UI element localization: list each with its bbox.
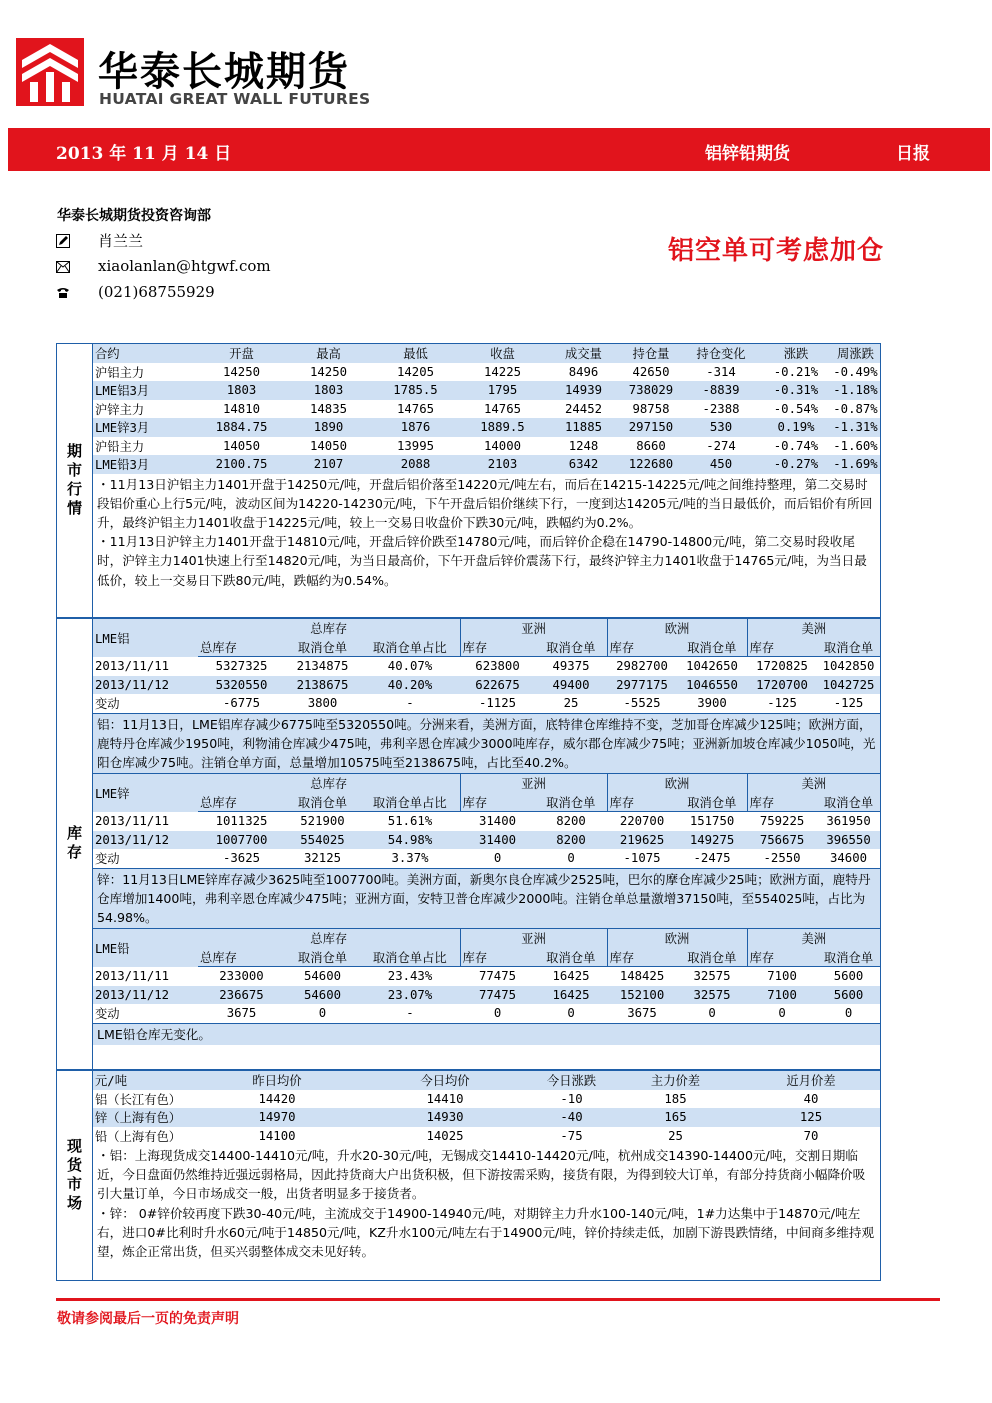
table-cell: 2977175 — [607, 676, 677, 695]
inventory-table — [93, 774, 880, 868]
table-cell: 5320550 — [198, 676, 285, 695]
column-header: 取消仓单 — [285, 638, 360, 657]
table-cell: -0.87% — [833, 401, 878, 416]
column-header: 库存 — [607, 948, 677, 967]
table-cell: 14930 — [356, 1108, 534, 1127]
table-cell: 361950 — [826, 814, 871, 829]
column-header: 取消仓单 — [285, 948, 360, 967]
table-cell: 151750 — [689, 814, 735, 829]
table-cell: 3.37% — [391, 851, 429, 866]
group-header-cell: 亚洲 — [460, 619, 607, 638]
table-cell: 8496 — [568, 364, 599, 379]
table-row — [93, 831, 880, 850]
author-name: 肖兰兰 — [98, 232, 144, 250]
futures-commentary — [93, 474, 880, 591]
row-label: 变动 — [95, 697, 120, 712]
table-cell: 623800 — [475, 659, 520, 674]
inventory-title: LME铝 — [93, 619, 198, 657]
table-row — [93, 1090, 880, 1109]
phone-row — [56, 283, 215, 301]
column-header: 取消仓单 — [817, 948, 880, 967]
table-row — [93, 1004, 880, 1023]
author-email[interactable]: xiaolanlan@htgwf.com — [98, 257, 271, 275]
spot-section — [56, 1070, 881, 1281]
table-cell: -125 — [833, 696, 864, 711]
table-cell: 40.07% — [387, 659, 433, 674]
column-header: 今日涨跌 — [534, 1071, 609, 1090]
company-logo — [16, 38, 84, 106]
column-header: 取消仓单 — [817, 793, 880, 812]
phone-icon — [56, 285, 70, 299]
table-cell: 2103 — [459, 455, 546, 474]
table-cell: 2134875 — [296, 659, 349, 674]
column-header: 取消仓单 — [535, 948, 607, 967]
table-cell: 98758 — [632, 401, 670, 416]
table-cell: 54600 — [285, 986, 360, 1005]
table-cell: 25 — [668, 1128, 683, 1143]
table-cell: 165 — [609, 1108, 742, 1127]
spot-table — [93, 1071, 880, 1145]
column-header: 今日均价 — [356, 1071, 534, 1090]
table-row — [93, 676, 880, 695]
table-row — [93, 986, 880, 1005]
table-cell: -125 — [767, 696, 797, 711]
column-header: 取消仓单 — [677, 793, 747, 812]
table-cell: 77475 — [479, 969, 517, 984]
table-cell: 6342 — [546, 455, 621, 474]
table-cell: 14000 — [483, 438, 522, 453]
table-cell: 7100 — [747, 986, 817, 1005]
futures-section — [56, 343, 881, 618]
inventory-side-label: 库存 — [57, 619, 93, 1069]
company-name-cn: 华泰长城期货 — [98, 49, 350, 95]
table-cell: 1720825 — [756, 659, 808, 674]
table-cell: 16425 — [552, 969, 590, 984]
column-header: 取消仓单 — [285, 793, 360, 812]
table-cell: 42650 — [632, 364, 670, 379]
author-row — [56, 230, 143, 251]
column-header: 开盘 — [198, 344, 285, 363]
group-header-cell: 总库存 — [198, 774, 460, 793]
table-cell: 40 — [803, 1091, 819, 1106]
table-cell: -314 — [706, 364, 736, 379]
table-cell: 1889.5 — [459, 418, 546, 437]
column-header: 主力价差 — [609, 1071, 742, 1090]
table-cell: 8660 — [636, 438, 666, 453]
mail-icon — [56, 259, 70, 273]
row-label: 变动 — [95, 1007, 120, 1022]
futures-table — [93, 344, 880, 474]
table-row — [93, 437, 880, 456]
group-header-cell: 亚洲 — [460, 774, 607, 793]
table-cell: 1890 — [285, 418, 372, 437]
table-cell: 32125 — [303, 851, 342, 866]
table-cell: 16425 — [535, 986, 607, 1005]
table-cell: 2088 — [372, 455, 459, 474]
table-cell: 25 — [563, 696, 579, 711]
table-header — [93, 1071, 880, 1090]
table-cell: 40.20% — [360, 676, 460, 695]
column-header: 取消仓单占比 — [360, 948, 460, 967]
table-row — [93, 363, 880, 382]
group-header-cell: 欧洲 — [607, 619, 747, 638]
table-cell: -2550 — [763, 851, 801, 866]
table-cell: -1.31% — [831, 418, 880, 437]
column-header: 涨跌 — [761, 344, 831, 363]
table-cell: -0.54% — [773, 401, 819, 416]
table-cell: -40 — [534, 1108, 609, 1127]
table-cell: 3900 — [697, 696, 727, 711]
table-cell: 13995 — [396, 438, 435, 453]
table-cell: 32575 — [677, 986, 747, 1005]
table-cell: 3675 — [627, 1006, 657, 1021]
table-cell: 219625 — [607, 831, 677, 850]
table-cell: 220700 — [619, 814, 665, 829]
row-label: 2013/11/11 — [95, 969, 170, 984]
table-cell: 14835 — [309, 401, 348, 416]
table-cell: 0.19% — [761, 418, 831, 437]
table-cell: -1075 — [623, 851, 661, 866]
row-label: 2013/11/12 — [93, 986, 198, 1005]
column-header: 最高 — [285, 344, 372, 363]
spot-side-label: 现货市场 — [57, 1071, 93, 1280]
table-cell: 125 — [742, 1108, 880, 1127]
footer-divider — [56, 1298, 940, 1301]
group-header-cell: 亚洲 — [460, 929, 607, 948]
table-cell: 233000 — [219, 969, 264, 984]
table-cell: 149275 — [677, 831, 747, 850]
table-cell: 14410 — [426, 1091, 464, 1106]
edit-icon — [56, 234, 70, 248]
table-cell: 450 — [681, 455, 761, 474]
table-cell: 2982700 — [616, 659, 668, 674]
group-header-cell: 美洲 — [747, 929, 880, 948]
column-header: 持仓变化 — [681, 344, 761, 363]
table-cell: 49400 — [535, 676, 607, 695]
table-cell: 1046550 — [677, 676, 747, 695]
group-header — [93, 929, 880, 948]
table-cell: -3625 — [222, 851, 261, 866]
table-cell: -2475 — [693, 851, 731, 866]
table-row — [93, 1127, 880, 1146]
column-header: 收盘 — [459, 344, 546, 363]
column-header: 库存 — [607, 638, 677, 657]
table-cell: 1011325 — [215, 814, 268, 829]
table-cell: 14939 — [546, 381, 621, 400]
table-cell: 0 — [318, 1006, 327, 1021]
commentary-paragraph: 锌：11月13日LME锌库存减少3625吨至1007700吨。美洲方面，新奥尔良仓库减少2525吨，巴尔的摩仓库减少25吨；欧洲方面，鹿特丹仓库增加1400吨，弗利辛恩仓库减少475吨；亚洲方面，安特卫普仓库减少2000吨。注销仓单总量激增37150吨，至554025吨，占比为54.98%。 — [97, 871, 871, 926]
table-cell: -2388 — [702, 401, 740, 416]
table-cell: 5600 — [817, 986, 880, 1005]
table-cell: 77475 — [460, 986, 535, 1005]
table-cell: 24452 — [564, 401, 603, 416]
disclaimer[interactable]: 敬请参阅最后一页的免责声明 — [57, 1311, 239, 1327]
group-header-cell: 总库存 — [198, 929, 460, 948]
headline: 铝空单可考虑加仓 — [668, 236, 885, 266]
table-cell: 32575 — [693, 969, 731, 984]
author-phone: (021)68755929 — [98, 283, 215, 301]
report-type: 日报 — [896, 144, 930, 164]
commentary-paragraph: ・铝：上海现货成交14400-14410元/吨，升水20-30元/吨，无锡成交14410-14420元/吨，杭州成交14390-14400元/吨，交割日期临近，今日盘面仍然维持近强远弱格局，因此持货商大户出货积极，但下游按需采购，接货有限，为得到较大订单，有部分持货商小幅降价吸引大量订单，今日市场成交一般，出货者明显多于接货者。 — [97, 1148, 866, 1202]
group-header — [93, 619, 880, 638]
table-cell: 51.61% — [387, 814, 433, 829]
table-row — [93, 694, 880, 713]
table-cell: 2107 — [285, 455, 372, 474]
table-cell: 1785.5 — [372, 381, 459, 400]
commentary-paragraph: ・11月13日沪锌主力1401开盘于14810元/吨，开盘后锌价跌至14780元/吨，而后锌价企稳在14790-14800元/吨，第二交易时段收尾时，沪锌主力1401快速上行至14820元/吨，为当日最高价，下午开盘后锌价震荡下行，最终沪锌主力1401收盘于14765元/吨，为当日最低价，较上一交易日下跌80元/吨，跌幅约为0.54%。 — [97, 534, 867, 588]
inventory-commentary — [93, 1023, 880, 1045]
inventory-title: LME铅 — [93, 929, 198, 967]
table-cell: 14250 — [222, 364, 261, 379]
table-header — [93, 344, 880, 363]
table-cell: 14050 — [309, 438, 348, 453]
table-row — [93, 1108, 880, 1127]
table-cell: 8200 — [535, 831, 607, 850]
contract-name: 沪铅主力 — [95, 439, 145, 454]
table-cell: -0.74% — [773, 438, 819, 453]
column-header: 取消仓单 — [817, 638, 880, 657]
table-cell: 8200 — [556, 814, 586, 829]
table-cell: 3675 — [226, 1006, 257, 1021]
report-product: 铝锌铅期货 — [705, 144, 790, 164]
table-cell: -274 — [706, 438, 736, 453]
table-cell: 738029 — [621, 381, 681, 400]
table-cell: 0 — [493, 1006, 502, 1021]
inventory-table — [93, 929, 880, 1023]
table-cell: 530 — [681, 418, 761, 437]
inventory-commentary — [93, 868, 880, 930]
report-date: 2013 年 11 月 14 日 — [56, 144, 232, 164]
commentary-paragraph: ・11月13日沪铝主力1401开盘于14250元/吨，开盘后铝价落至14220元/吨左右，而后在14215-14225元/吨之间维持整理，第二交易时段铝价重心上行5元/吨，波动区间为14220-14230元/吨，下午开盘后铝价继续下行，一度到达14205元/吨的当日最低价，而后铝价有所回升，最终沪铝主力1401收盘于14225元/吨，较上一交易日收盘价下跌30元/吨，跌幅约为0.2%。 — [97, 476, 873, 530]
table-cell: -5525 — [623, 696, 661, 711]
table-cell: 54600 — [303, 969, 342, 984]
department: 华泰长城期货投资咨询部 — [57, 208, 211, 224]
table-row — [93, 418, 880, 437]
table-cell: 1803 — [285, 381, 372, 400]
table-cell: 23.43% — [387, 969, 433, 984]
market-name: 铝（长江有色） — [95, 1092, 182, 1107]
column-header: 近月价差 — [742, 1071, 880, 1090]
table-cell: 2138675 — [285, 676, 360, 695]
email-row — [56, 257, 271, 275]
table-cell: 14765 — [396, 401, 435, 416]
table-cell: 0 — [844, 1006, 853, 1021]
table-cell: 554025 — [285, 831, 360, 850]
table-cell: 1795 — [459, 381, 546, 400]
column-header: 库存 — [747, 638, 817, 657]
commentary-paragraph: ・锌： 0#锌价较再度下跌30-40元/吨，主流成交于14900-14940元/吨，对期锌主力升水100-140元/吨，1#力达集中于14870元/吨左右，进口0#比利时升水60元/吨于14850元/吨，KZ升水100元/吨左右于14900元/吨，锌价持续走低，加剧下游畏跌情绪，中间商多维持观望，炼企正常出货，但买兴弱整体成交未见好转。 — [97, 1205, 875, 1260]
column-header: 库存 — [460, 948, 535, 967]
sub-header — [93, 638, 880, 657]
column-header: 总库存 — [198, 638, 285, 657]
table-cell: -1.60% — [833, 438, 878, 453]
table-cell: - — [406, 1006, 414, 1021]
inventory-commentary — [93, 713, 880, 775]
table-cell: 185 — [664, 1091, 687, 1106]
column-header: 昨日均价 — [198, 1071, 356, 1090]
table-cell: 396550 — [817, 831, 880, 850]
table-cell: 14250 — [309, 364, 348, 379]
contract-name: 沪锌主力 — [95, 402, 145, 417]
contract-name: LME铝3月 — [93, 381, 198, 400]
group-header-cell: 美洲 — [747, 619, 880, 638]
column-header: 总库存 — [198, 793, 285, 812]
column-header: 库存 — [607, 793, 677, 812]
column-header: 取消仓单 — [677, 948, 747, 967]
table-cell: 297150 — [621, 418, 681, 437]
table-cell: 14420 — [258, 1091, 296, 1106]
commentary-paragraph: LME铅仓库无变化。 — [97, 1026, 211, 1042]
column-header: 取消仓单占比 — [360, 638, 460, 657]
table-cell: 122680 — [621, 455, 681, 474]
table-cell: 14225 — [483, 364, 522, 379]
group-header-cell: 总库存 — [198, 619, 460, 638]
table-cell: 3800 — [307, 696, 338, 711]
table-cell: 148425 — [619, 969, 665, 984]
sub-header — [93, 793, 880, 812]
table-row — [93, 849, 880, 868]
group-header — [93, 774, 880, 793]
market-name: 铅（上海有色） — [95, 1129, 182, 1144]
table-cell: 54.98% — [360, 831, 460, 850]
table-cell: 31400 — [479, 814, 517, 829]
table-cell: -0.27% — [761, 455, 831, 474]
table-row — [93, 381, 880, 400]
table-cell: 5600 — [833, 969, 864, 984]
table-cell: 236675 — [198, 986, 285, 1005]
column-header: 总库存 — [198, 948, 285, 967]
table-cell: -6775 — [222, 696, 261, 711]
table-cell: -75 — [560, 1128, 583, 1143]
inventory-title: LME锌 — [93, 774, 198, 812]
group-header-cell: 美洲 — [747, 774, 880, 793]
table-cell: 70 — [803, 1128, 819, 1143]
group-header-cell: 欧洲 — [607, 774, 747, 793]
table-cell: - — [406, 696, 414, 711]
market-name: 锌（上海有色） — [93, 1108, 198, 1127]
table-row — [93, 400, 880, 419]
table-cell: 756675 — [747, 831, 817, 850]
table-cell: 1042725 — [817, 676, 880, 695]
table-cell: 14205 — [396, 364, 435, 379]
column-header: 合约 — [93, 344, 198, 363]
table-row — [93, 455, 880, 474]
column-header: 取消仓单 — [535, 793, 607, 812]
inventory-section — [56, 618, 881, 1070]
table-cell: 14100 — [258, 1128, 296, 1143]
table-cell: 14970 — [198, 1108, 356, 1127]
table-cell: -1125 — [479, 696, 517, 711]
column-header: 库存 — [747, 948, 817, 967]
inventory-table — [93, 619, 880, 713]
commentary-paragraph: 铝：11月13日，LME铝库存减少6775吨至5320550吨。分洲来看，美洲方面，底特律仓库维持不变，芝加哥仓库减少125吨；欧洲方面，鹿特丹仓库减少1950吨，利物浦仓库减少475吨，弗利辛恩仓库减少3000吨库存，威尔郡仓库减少75吨；亚洲新加坡仓库减少1050吨，光阳仓库减少75吨。注销仓单方面，总量增加10575吨至2138675吨，占比至40.2%。 — [97, 716, 876, 770]
table-cell: 0 — [708, 1006, 716, 1021]
table-row — [93, 812, 880, 831]
table-cell: 1803 — [198, 381, 285, 400]
table-cell: 14025 — [426, 1128, 464, 1143]
column-header: 元/吨 — [93, 1071, 198, 1090]
table-cell: 0 — [567, 851, 575, 866]
row-label: 2013/11/11 — [95, 659, 170, 673]
column-header: 成交量 — [546, 344, 621, 363]
column-header: 库存 — [460, 793, 535, 812]
table-cell: 5327325 — [215, 659, 268, 674]
table-cell: 1884.75 — [198, 418, 285, 437]
table-cell: 14050 — [222, 438, 261, 453]
table-cell: 31400 — [460, 831, 535, 850]
company-name-en: HUATAI GREAT WALL FUTURES — [99, 90, 371, 108]
table-cell: 1042850 — [822, 659, 875, 674]
row-label: 2013/11/12 — [93, 831, 198, 850]
column-header: 周涨跌 — [831, 344, 880, 363]
table-cell: 1248 — [568, 438, 599, 453]
table-cell: 152100 — [607, 986, 677, 1005]
column-header: 库存 — [747, 793, 817, 812]
table-cell: 11885 — [546, 418, 621, 437]
row-label: 变动 — [95, 852, 120, 867]
spot-commentary — [93, 1145, 880, 1262]
column-header: 取消仓单占比 — [360, 793, 460, 812]
table-cell: 34600 — [830, 851, 868, 866]
table-cell: -1.18% — [831, 381, 880, 400]
table-cell: -0.49% — [833, 364, 878, 379]
table-cell: 1007700 — [198, 831, 285, 850]
column-header: 持仓量 — [621, 344, 681, 363]
table-cell: 49375 — [552, 659, 590, 674]
table-cell: 622675 — [460, 676, 535, 695]
table-cell: -0.21% — [773, 364, 819, 379]
column-header: 取消仓单 — [677, 638, 747, 657]
table-cell: 14810 — [222, 401, 261, 416]
table-cell: -8839 — [681, 381, 761, 400]
table-cell: -10 — [560, 1091, 583, 1106]
table-cell: 1876 — [372, 418, 459, 437]
title-bar — [8, 128, 990, 171]
group-header-cell: 欧洲 — [607, 929, 747, 948]
contract-name: LME铅3月 — [93, 455, 198, 474]
table-row — [93, 967, 880, 986]
table-cell: -1.69% — [831, 455, 880, 474]
row-label: 2013/11/12 — [93, 676, 198, 695]
contract-name: 沪铝主力 — [95, 365, 145, 380]
table-cell: 23.07% — [360, 986, 460, 1005]
column-header: 取消仓单 — [535, 638, 607, 657]
table-row — [93, 657, 880, 676]
table-cell: 759225 — [759, 814, 805, 829]
column-header: 库存 — [460, 638, 535, 657]
table-cell: 7100 — [767, 969, 797, 984]
contract-name: LME锌3月 — [93, 418, 198, 437]
futures-side-label: 期市行情 — [57, 344, 93, 617]
row-label: 2013/11/11 — [95, 814, 170, 829]
sub-header — [93, 948, 880, 967]
table-cell: 521900 — [300, 814, 345, 829]
table-cell: 2100.75 — [198, 455, 285, 474]
table-cell: 0 — [567, 1006, 575, 1021]
table-cell: 1720700 — [747, 676, 817, 695]
column-header: 最低 — [372, 344, 459, 363]
table-cell: 14765 — [483, 401, 522, 416]
table-cell: 0 — [778, 1006, 786, 1021]
table-cell: 0 — [493, 851, 502, 866]
table-cell: 1042650 — [686, 659, 738, 674]
table-cell: -0.31% — [761, 381, 831, 400]
